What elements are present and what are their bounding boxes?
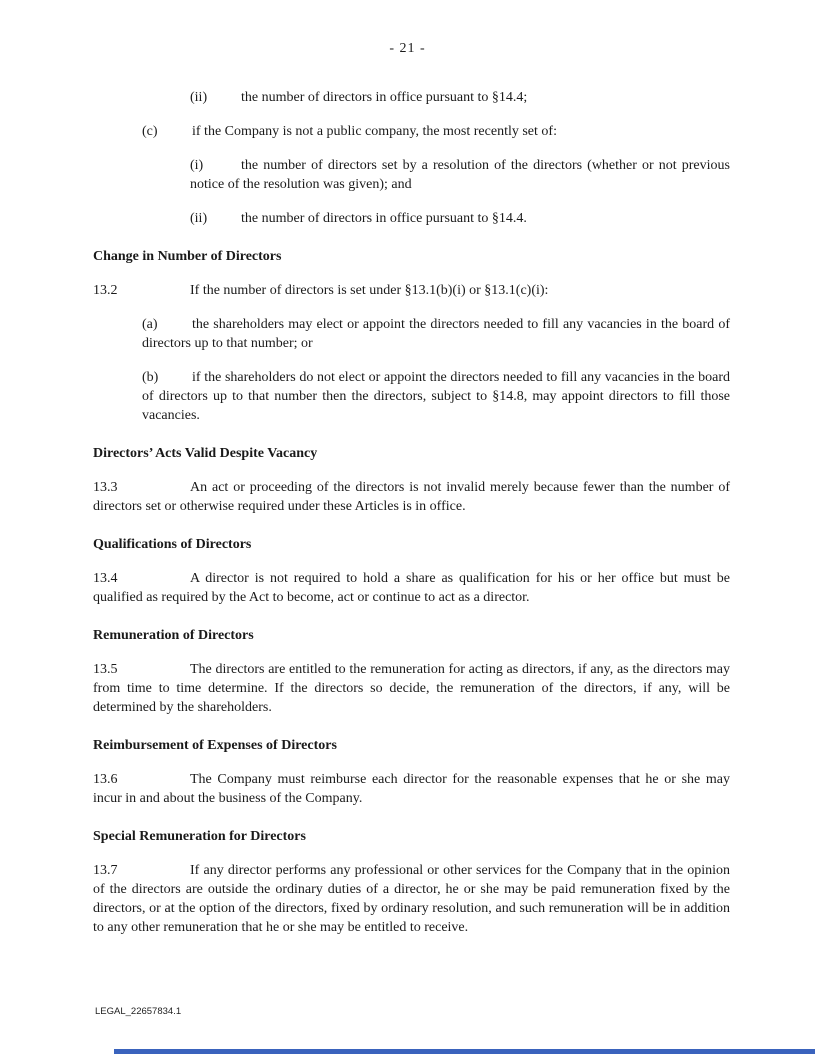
heading-qualifications-of-directors: Qualifications of Directors — [93, 537, 252, 552]
paragraph-13-5 — [93, 660, 730, 717]
heading-special-remuneration-for-directors: Special Remuneration for Directors — [93, 829, 306, 844]
paragraph-number: 13.6 — [93, 772, 118, 787]
paragraph-number: 13.3 — [93, 480, 118, 495]
bottom-blue-bar — [114, 1049, 815, 1054]
paragraph-number: 13.2 — [93, 283, 118, 298]
paragraph-number: 13.4 — [93, 571, 118, 586]
document-content — [93, 88, 730, 952]
list-text: if the Company is not a public company, the most recently set of: — [192, 124, 557, 139]
list-text: the number of directors set by a resolution of the directors (whether or not previous notice of the resolution was given); and — [190, 158, 730, 192]
footer-doc-id: LEGAL_22657834.1 — [95, 1006, 182, 1017]
heading-directors-acts-valid-despite-vacancy: Directors’ Acts Valid Despite Vacancy — [93, 446, 318, 461]
paragraph-text: If any director performs any professional or other services for the Company that in the opinion of the directors are outside the ordinary duties of a director, he or she may be paid remuneration fixed by the directors, or at the option of the directors, fixed by ordinary resolution, and such remuneration will be in addition to any other remuneration that he or she may be entitled to receive. — [93, 863, 730, 935]
list-item-ii-2 — [190, 209, 730, 228]
paragraph-number: 13.5 — [93, 662, 118, 677]
list-marker: (i) — [190, 158, 204, 173]
paragraph-13-2 — [93, 281, 730, 300]
list-item-i — [190, 156, 730, 194]
heading-remuneration-of-directors: Remuneration of Directors — [93, 628, 254, 643]
paragraph-13-6 — [93, 770, 730, 808]
heading-change-in-number-of-directors: Change in Number of Directors — [93, 249, 282, 264]
paragraph-text: The directors are entitled to the remuneration for acting as directors, if any, as the directors may from time to time determine. If the directors so decide, the remuneration of the directors, if any, will be determined by the shareholders. — [93, 662, 730, 715]
paragraph-13-3 — [93, 478, 730, 516]
list-item-b — [142, 368, 730, 425]
paragraph-text: If the number of directors is set under §13.1(b)(i) or §13.1(c)(i): — [190, 283, 549, 298]
list-text: the number of directors in office pursuant to §14.4; — [241, 90, 528, 105]
heading-reimbursement-of-expenses-of-directors: Reimbursement of Expenses of Directors — [93, 738, 337, 753]
paragraph-13-7 — [93, 861, 730, 937]
list-marker: (ii) — [190, 90, 208, 105]
paragraph-13-4 — [93, 569, 730, 607]
list-text: the number of directors in office pursuant to §14.4. — [241, 211, 527, 226]
list-item-ii-1 — [190, 88, 730, 107]
paragraph-text: The Company must reimburse each director for the reasonable expenses that he or she may incur in and about the business of the Company. — [93, 772, 730, 806]
list-text: the shareholders may elect or appoint the directors needed to fill any vacancies in the board of directors up to that number; or — [142, 317, 730, 351]
list-item-c — [142, 122, 730, 141]
paragraph-text: An act or proceeding of the directors is not invalid merely because fewer than the number of directors set or otherwise required under these Articles is in office. — [93, 480, 730, 514]
page-number: - 21 - — [389, 41, 426, 56]
list-text: if the shareholders do not elect or appoint the directors needed to fill any vacancies in the board of directors up to that number then the directors, subject to §14.8, may appoint directors to fill those vacancies. — [142, 370, 730, 423]
list-item-a — [142, 315, 730, 353]
paragraph-text: A director is not required to hold a share as qualification for his or her office but must be qualified as required by the Act to become, act or continue to act as a director. — [93, 571, 730, 605]
list-marker: (c) — [142, 124, 158, 139]
list-marker: (ii) — [190, 211, 208, 226]
list-marker: (a) — [142, 317, 158, 332]
paragraph-number: 13.7 — [93, 863, 118, 878]
list-marker: (b) — [142, 370, 159, 385]
